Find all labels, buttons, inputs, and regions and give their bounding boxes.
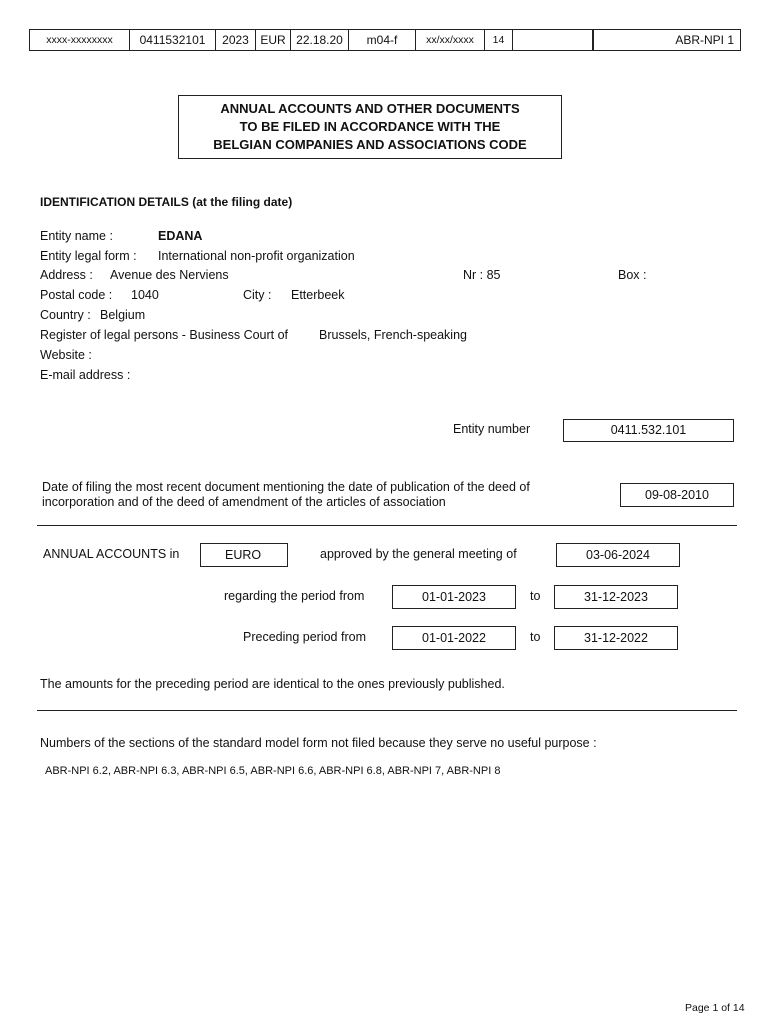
header-cell-year: 2023 <box>216 30 256 50</box>
period-to-box: 31-12-2023 <box>554 585 678 609</box>
deed-text-line-1: Date of filing the most recent document mentioning the date of publication of the deed of <box>42 480 530 494</box>
address-value: Avenue des Nerviens <box>110 268 229 282</box>
legal-form-value: International non-profit organization <box>158 249 355 263</box>
register-label: Register of legal persons - Business Court of <box>40 328 289 342</box>
header-cell-version: 22.18.20 <box>291 30 349 50</box>
identification-heading: IDENTIFICATION DETAILS (at the filing date) <box>40 195 293 209</box>
preceding-from-box: 01-01-2022 <box>392 626 516 650</box>
email-label: E-mail address : <box>40 368 131 382</box>
postal-code-value: 1040 <box>131 288 159 302</box>
deed-date-box: 09-08-2010 <box>620 483 734 507</box>
header-cell-form-id: ABR-NPI 1 <box>675 33 734 47</box>
approved-date-box: 03-06-2024 <box>556 543 680 567</box>
header-cell-entity-number: 0411532101 <box>130 30 216 50</box>
header-cell-model: m04-f <box>349 30 416 50</box>
city-label: City : <box>243 288 272 302</box>
identical-amounts-note: The amounts for the preceding period are identical to the ones previously published. <box>40 677 505 691</box>
preceding-to-label: to <box>530 630 541 644</box>
title-line-1: ANNUAL ACCOUNTS AND OTHER DOCUMENTS <box>220 101 520 116</box>
country-value: Belgium <box>100 308 146 322</box>
postal-code-label: Postal code : <box>40 288 113 302</box>
entity-number-box: 0411.532.101 <box>563 419 734 442</box>
entity-number-label: Entity number <box>453 422 531 436</box>
sections-not-filed-list: ABR-NPI 6.2, ABR-NPI 6.3, ABR-NPI 6.5, ABR-NPI 6.6, ABR-NPI 6.8, ABR-NPI 7, ABR-NPI 8 <box>45 765 501 777</box>
legal-form-label: Entity legal form : <box>40 249 137 263</box>
deed-text-line-2: incorporation and of the deed of amendment of the articles of association <box>42 495 446 509</box>
header-cell-date: xx/xx/xxxx <box>416 30 485 50</box>
street-number: Nr : 85 <box>463 268 501 282</box>
header-cell-empty-1 <box>513 30 593 50</box>
header-cell-currency: EUR <box>256 30 291 50</box>
document-title <box>178 95 562 159</box>
header-cell-pages: 14 <box>485 30 513 50</box>
title-line-2: TO BE FILED IN ACCORDANCE WITH THE <box>239 119 501 134</box>
divider-1 <box>37 525 737 526</box>
preceding-label: Preceding period from <box>243 630 366 644</box>
preceding-to-box: 31-12-2022 <box>554 626 678 650</box>
entity-name-label: Entity name : <box>40 229 113 243</box>
page-number: Page 1 of 14 <box>685 1002 745 1014</box>
register-value: Brussels, French-speaking <box>319 328 467 342</box>
entity-name-value: EDANA <box>158 229 203 243</box>
header-strip <box>29 29 741 51</box>
period-from-box: 01-01-2023 <box>392 585 516 609</box>
period-label: regarding the period from <box>224 589 365 603</box>
website-label: Website : <box>40 348 92 362</box>
country-label: Country : <box>40 308 91 322</box>
divider-2 <box>37 710 737 711</box>
box-label: Box : <box>618 268 647 282</box>
approved-label: approved by the general meeting of <box>320 547 517 561</box>
period-to-label: to <box>530 589 541 603</box>
address-label: Address : <box>40 268 93 282</box>
title-line-3: BELGIAN COMPANIES AND ASSOCIATIONS CODE <box>213 137 527 152</box>
city-value: Etterbeek <box>291 288 345 302</box>
currency-box: EURO <box>200 543 288 567</box>
header-cell-reference: xxxx-xxxxxxxx <box>30 30 130 50</box>
annual-accounts-label: ANNUAL ACCOUNTS in <box>43 547 180 561</box>
sections-not-filed-label: Numbers of the sections of the standard model form not filed because they serve no useful purpose : <box>40 736 597 750</box>
